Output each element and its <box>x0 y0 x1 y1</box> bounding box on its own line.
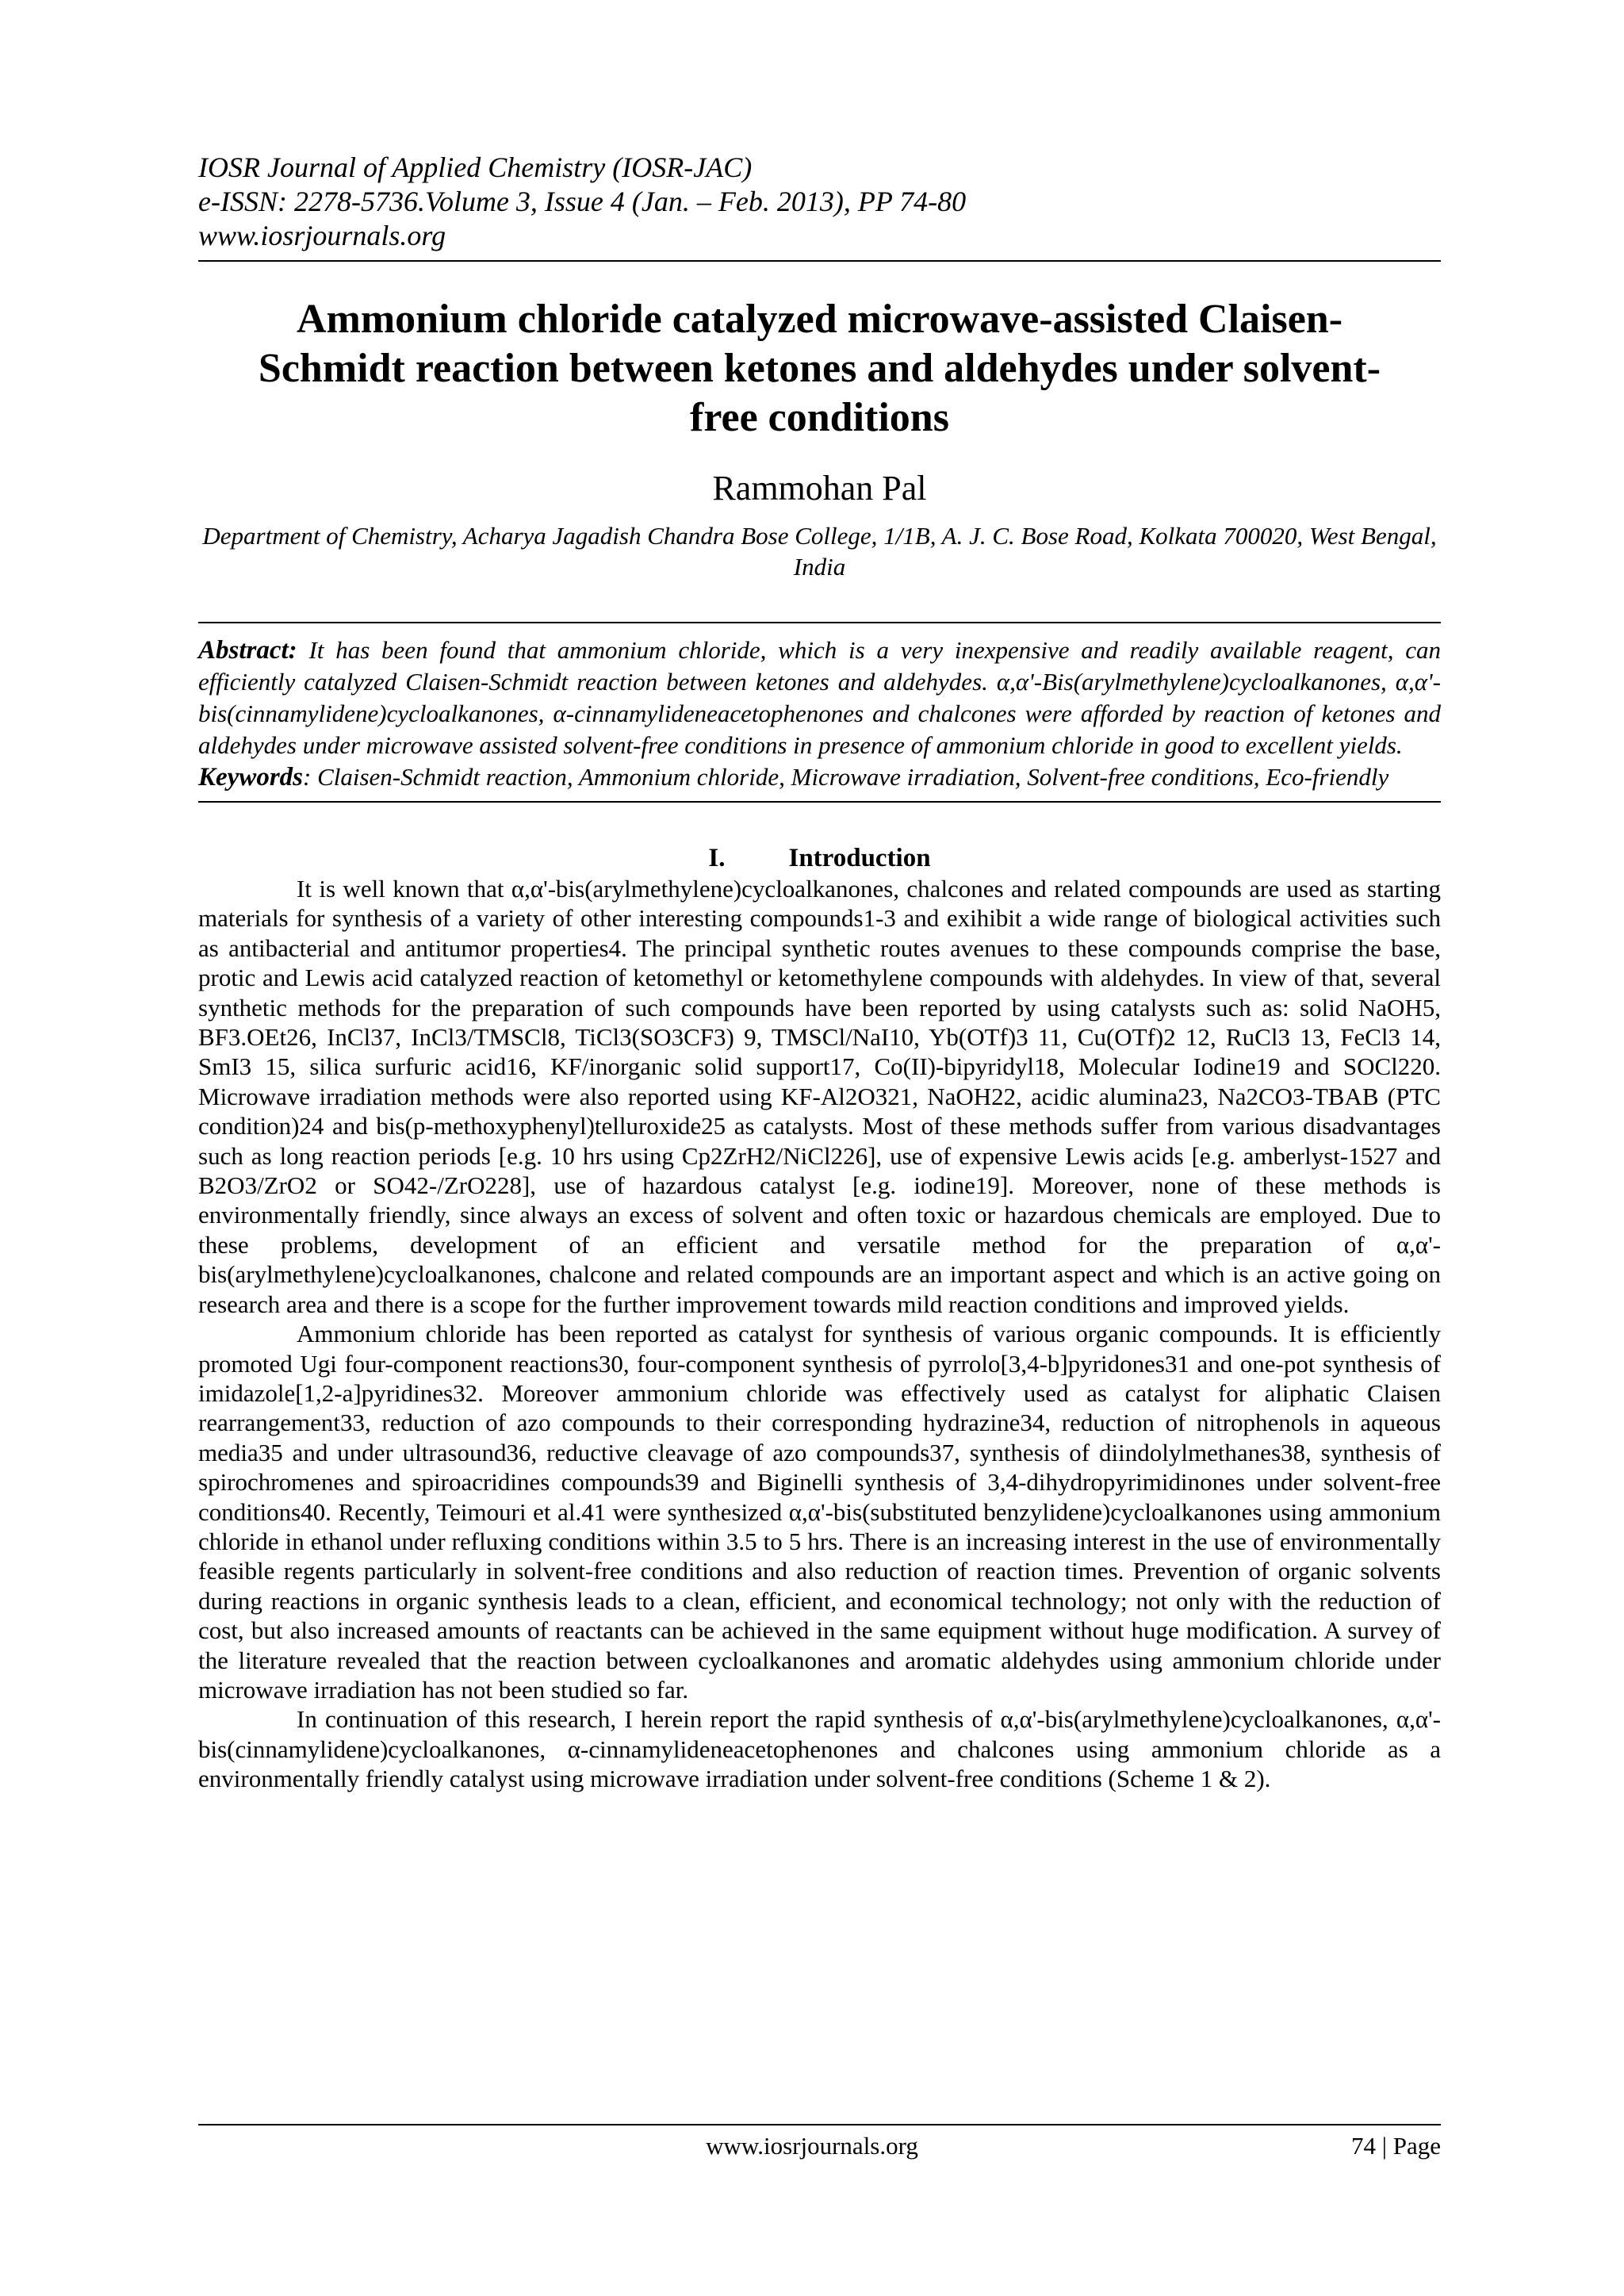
author-name: Rammohan Pal <box>712 469 927 508</box>
header-rule <box>198 260 1441 262</box>
section-number: I. <box>708 844 726 872</box>
journal-website: www.iosrjournals.org <box>198 220 446 251</box>
abstract-top-rule <box>198 622 1441 623</box>
abstract-label: Abstract: <box>198 636 297 665</box>
footer-rule <box>198 2124 1441 2125</box>
keywords-text: Claisen-Schmidt reaction, Ammonium chloride, Microwave irradiation, Solvent-free conditions, Eco-friendly <box>317 763 1389 791</box>
journal-name: IOSR Journal of Applied Chemistry (IOSR-JAC) <box>198 151 753 183</box>
keywords-bottom-rule <box>198 801 1441 803</box>
paper-title: Ammonium chloride catalyzed microwave-assisted Claisen-Schmidt reaction between ketones and aldehydes under solvent-free conditions <box>258 297 1381 440</box>
intro-paragraph-1: It is well known that α,α'-bis(arylmethylene)cycloalkanones, chalcones and related compounds are used as starting materials for synthesis of a variety of other interesting compounds1-3 and exihibit a wide range of biological activities such as antibacterial and antitumor properties4. The principal synthetic routes avenues to these compounds comprise the base, protic and Lewis acid catalyzed reaction of ketomethyl or ketomethylene compounds with aldehydes. In view of that, several synthetic methods for the preparation of such compounds have been reported by using catalysts such as: solid NaOH5, BF3.OEt26, InCl37, InCl3/TMSCl8, TiCl3(SO3CF3) 9, TMSCl/NaI10, Yb(OTf)3 11, Cu(OTf)2 12, RuCl3 13, FeCl3 14, SmI3 15, silica surfuric acid16, KF/inorganic solid support17, Co(II)-bipyridyl18, Molecular Iodine19 and SOCl220. Microwave irradiation methods were also reported using KF-Al2O321, NaOH22, acidic alumina23, Na2CO3-TBAB (PTC condition)24 and bis(p-methoxyphenyl)telluroxide25 as catalysts. Most of these methods suffer from various disadvantages such as long reaction periods [e.g. 10 hrs using Cp2ZrH2/NiCl226], use of expensive Lewis acids [e.g. amberlyst-1527 and B2O3/ZrO2 or SO42-/ZrO228], use of hazardous catalyst [e.g. iodine19]. Moreover, none of these methods is environmentally friendly, since always an excess of solvent and often toxic or hazardous chemicals are employed. Due to these problems, development of an efficient and versatile method for the preparation of α,α'-bis(arylmethylene)cycloalkanones, chalcone and related compounds are an important aspect and which is an active going on research area and there is a scope for the further improvement towards mild reaction conditions and improved yields. <box>198 875 1441 1318</box>
abstract <box>198 634 1441 761</box>
keywords-label: Keywords <box>198 763 303 792</box>
page-number: 74 | Page <box>1351 2132 1441 2160</box>
intro-paragraph-3: In continuation of this research, I herein report the rapid synthesis of α,α'-bis(arylmethylene)cycloalkanones, α,α'-bis(cinnamylidene)cycloalkanones, α-cinnamylideneacetophenones and chalcones using ammonium chloride as a environmentally friendly catalyst using microwave irradiation under solvent-free conditions (Scheme 1 & 2). <box>198 1705 1441 1793</box>
page-content <box>198 151 1441 1794</box>
keywords: Keywords: Claisen-Schmidt reaction, Ammonium chloride, Microwave irradiation, Solvent-free conditions, Eco-friendly <box>198 763 1389 792</box>
abstract-text: It has been found that ammonium chloride, which is a very inexpensive and readily available reagent, can efficiently catalyzed Claisen-Schmidt reaction between ketones and aldehydes. α,α'-Bis(arylmethylene)cycloalkanones, α,α'-bis(cinnamylidene)cycloalkanones, α-cinnamylideneacetophenones and chalcones were afforded by reaction of ketones and aldehydes under microwave assisted solvent-free conditions in presence of ammonium chloride in good to excellent yields. <box>198 636 1441 759</box>
section-heading <box>198 842 1441 874</box>
section-title: Introduction <box>788 844 931 872</box>
author-affiliation: Department of Chemistry, Acharya Jagadish Chandra Bose College, 1/1B, A. J. C. Bose Road, Kolkata 700020, West Bengal, India <box>202 522 1437 581</box>
footer-website: www.iosrjournals.org <box>706 2132 918 2160</box>
intro-paragraph-2: Ammonium chloride has been reported as catalyst for synthesis of various organic compounds. It is efficiently promoted Ugi four-component reactions30, four-component synthesis of pyrrolo[3,4-b]pyridones31 and one-pot synthesis of imidazole[1,2-a]pyridines32. Moreover ammonium chloride was effectively used as catalyst for aliphatic Claisen rearrangement33, reduction of azo compounds to their corresponding hydrazine34, reduction of nitrophenols in aqueous media35 and under ultrasound36, reductive cleavage of azo compounds37, synthesis of diindolylmethanes38, synthesis of spirochromenes and spiroacridines compounds39 and Biginelli synthesis of 3,4-dihydropyrimidinones under solvent-free conditions40. Recently, Teimouri et al.41 were synthesized α,α'-bis(substituted benzylidene)cycloalkanones using ammonium chloride in ethanol under refluxing conditions within 3.5 to 5 hrs. There is an increasing interest in the use of environmentally feasible regents particularly in solvent-free conditions and also reduction of reaction times. Prevention of organic solvents during reactions in organic synthesis leads to a clean, efficient, and economical technology; not only with the reduction of cost, but also increased amounts of reactants can be achieved in the same equipment without huge modification. A survey of the literature revealed that the reaction between cycloalkanones and aromatic aldehydes using ammonium chloride under microwave irradiation has not been studied so far. <box>198 1320 1441 1704</box>
journal-issue-info: e-ISSN: 2278-5736.Volume 3, Issue 4 (Jan. – Feb. 2013), PP 74-80 <box>198 186 967 217</box>
